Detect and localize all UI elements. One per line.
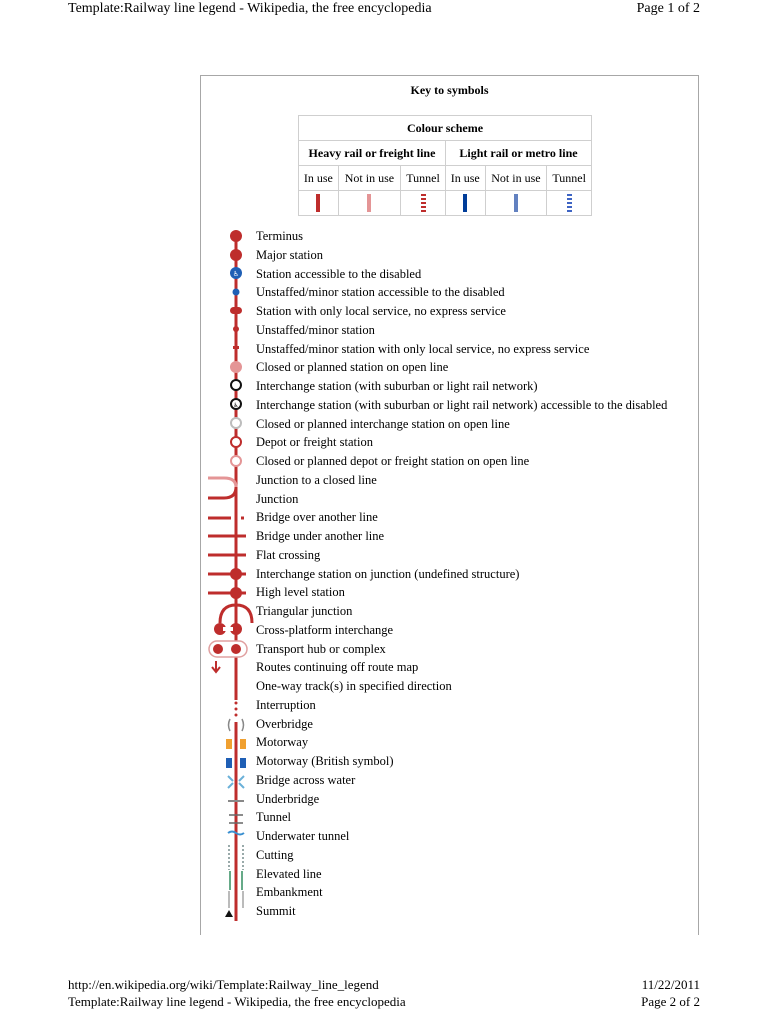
unstaffed-accessible-station-icon [233,289,240,296]
legend-row: Embankment [256,885,323,900]
swatch-heavy-tunnel [421,194,426,212]
junction-icon [208,487,236,498]
legend-row: Station accessible to the disabled [256,266,422,281]
legend-row: Cutting [256,847,294,862]
group-light-rail: Light rail or metro line [445,141,591,166]
legend-row: High level station [256,585,345,600]
legend-row: Interchange station on junction (undefined structure) [256,566,520,581]
footer-page-number: Page 2 of 2 [641,994,700,1009]
legend-row: Interchange station (with suburban or light rail network) accessible to the disabled [256,397,668,412]
legend-row: Underbridge [256,791,320,806]
swatch-light-tunnel [567,194,572,212]
legend-row: Tunnel [256,810,291,825]
col-heavy-in-use: In use [299,166,339,191]
major-station-icon [230,249,242,261]
legend-row: One-way track(s) in specified direction [256,679,452,693]
legend-row: Closed or planned station on open line [256,360,449,375]
col-heavy-not-in-use: Not in use [338,166,400,191]
swatch-light-in-use [463,194,467,212]
closed-station-icon [230,361,242,373]
colour-scheme-table [298,115,592,216]
legend-row: Station with only local service, no express service [256,304,506,318]
terminus-icon [230,230,242,242]
legend-row: Motorway [256,735,309,750]
swatch-heavy-in-use [316,194,320,212]
legend-row: Terminus [256,229,304,243]
footer-url[interactable]: http://en.wikipedia.org/wiki/Template:Railway_line_legend [68,977,379,992]
unstaffed-station-icon [233,326,239,332]
depot-icon [231,437,241,447]
motorway-icon [226,739,232,749]
legend-row: Junction [256,491,299,506]
col-heavy-tunnel: Tunnel [401,166,446,191]
swatch-light-not-in-use [514,194,518,212]
legend-row: Motorway (British symbol) [256,754,394,768]
legend-row: Interchange station (with suburban or light rail network) [256,379,538,393]
legend-row: Unstaffed/minor station [256,322,375,337]
col-light-in-use: In use [445,166,485,191]
col-light-tunnel: Tunnel [547,166,592,191]
legend-row: Unstaffed/minor station with only local service, no express service [256,341,590,356]
legend-row: Bridge under another line [256,529,385,543]
footer-date: 11/22/2011 [641,977,700,992]
page-header-title: Template:Railway line legend - Wikipedia, the free encyclopedia [68,1,432,16]
route-symbol-column [200,225,260,925]
legend-row: Cross-platform interchange [256,622,394,637]
group-heavy-rail: Heavy rail or freight line [299,141,446,166]
legend-row: Major station [256,247,324,262]
local-service-station-icon [230,307,242,314]
motorway-british-icon [226,758,232,768]
wheelchair-icon: ♿ [232,270,240,278]
off-map-arrow-icon [212,661,220,672]
legend-row: Unstaffed/minor station accessible to the disabled [256,285,505,300]
closed-interchange-icon [231,418,241,428]
legend-rows [256,227,667,921]
legend-row: Summit [256,904,296,918]
legend-row: Triangular junction [256,604,353,618]
legend-row: Overbridge [256,716,313,731]
legend-row: Bridge over another line [256,510,378,525]
colour-scheme-title: Colour scheme [299,116,592,141]
swatch-heavy-not-in-use [367,194,371,212]
legend-row: Flat crossing [256,547,321,562]
legend-row: Bridge across water [256,772,356,787]
interchange-station-icon [231,380,241,390]
legend-title: Key to symbols [410,83,489,97]
wheelchair-icon: ♿ [233,402,239,409]
underwater-tunnel-icon [228,832,244,835]
legend-row: Routes continuing off route map [256,660,419,675]
closed-depot-icon [231,456,241,466]
legend-row: Junction to a closed line [256,472,377,487]
unstaffed-local-station-icon [233,346,239,349]
legend-row: Depot or freight station [256,435,373,450]
legend-row: Underwater tunnel [256,829,350,843]
legend-row: Transport hub or complex [256,641,386,656]
page-header-page-number: Page 1 of 2 [636,1,700,16]
legend-row: Closed or planned depot or freight station on open line [256,454,530,468]
legend-row: Closed or planned interchange station on open line [256,416,510,431]
footer-title: Template:Railway line legend - Wikipedia, the free encyclopedia [68,994,406,1009]
legend-row: Interruption [256,697,316,712]
legend-row: Elevated line [256,866,322,881]
summit-icon [225,910,233,917]
closed-junction-icon [208,478,236,487]
col-light-not-in-use: Not in use [485,166,547,191]
